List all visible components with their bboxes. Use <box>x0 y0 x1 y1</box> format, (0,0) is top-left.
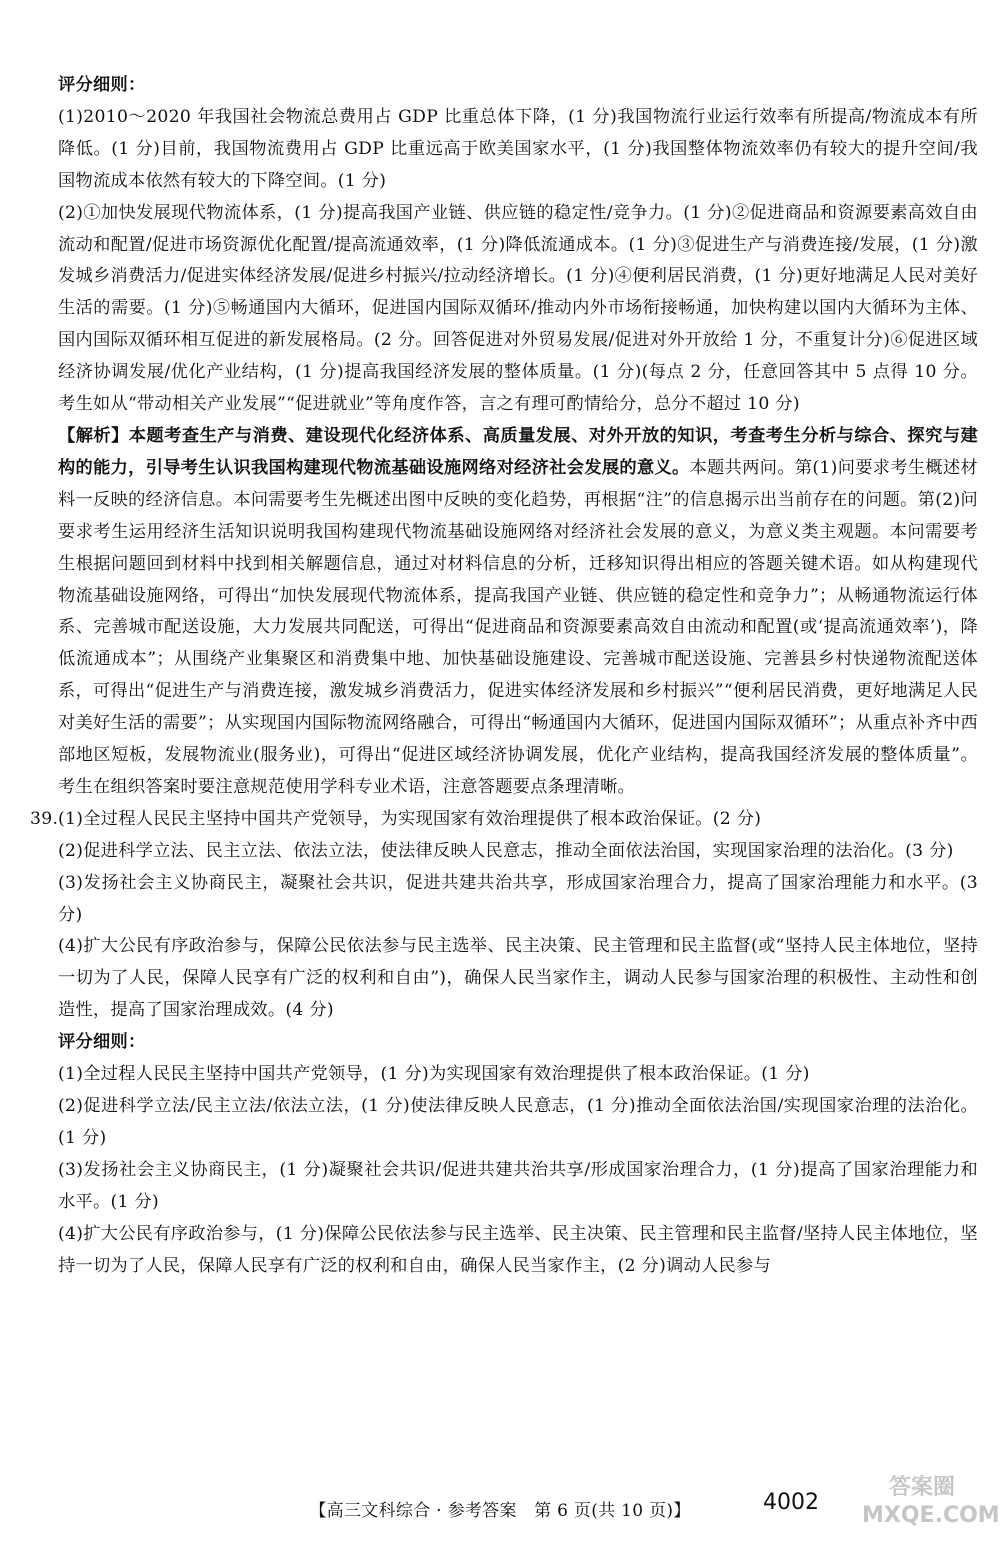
watermark-line1: 答案圈 <box>888 1475 955 1500</box>
page-footer: 【高三文科综合 · 参考答案 第 6 页(共 10 页)】 <box>309 1501 691 1521</box>
section2-item-2: (2)促进科学立法/民主立法/依法立法，(1 分)使法律反映人民意志，(1 分)推动全面依法治国/实现国家治理的法治化。(1 分) <box>58 1096 978 1148</box>
paper-code: 4002 <box>763 1490 819 1515</box>
section2-item-4: (4)扩大公民有序政治参与，(1 分)保障公民依法参与民主选举、民主决策、民主管理和民主监督/坚持人民主体地位，坚持一切为了人民，保障人民享有广泛的权利和自由，确保人民当家作主，(2 分)调动人民参与 <box>58 1223 978 1276</box>
analysis-paragraph <box>58 421 978 804</box>
q39-answer-4: (4)扩大公民有序政治参与，保障公民依法参与民主选举、民主决策、民主管理和民主监督(或“坚持人民主体地位，坚持一切为了人民，保障人民享有广泛的权利和自由”)，确保人民当家作主，调动人民参与国家治理的积极性、主动性和创造性，提高了国家治理成效。(4 分) <box>58 936 978 1021</box>
analysis-summary: 本题考查生产与消费、建设现代化经济体系、高质量发展、对外开放的知识，考查考生分析与综合、探究与建构的能力，引导考生认识我国构建现代物流基础设施网络对经济社会发展的意义。 <box>58 425 979 478</box>
answer-content <box>30 70 979 1282</box>
question-number: 39. <box>30 808 59 829</box>
section2-heading: 评分细则： <box>58 1032 146 1053</box>
analysis-text: 本题共两问。第(1)问要求考生概述材料一反映的经济信息。本问需要考生先概述出图中反映的变化趋势，再根据“注”的信息揭示出当前存在的问题。第(2)问要求考生运用经济生活知识说明我国构建现代物流基础设施网络对经济社会发展的意义，为意义类主观题。本问需要考生根据问题回到材料中找到相关解题信息，通过对材料信息的分析，迁移知识得出相应的答题关键术语。如从构建现代物流基础设施网络，可得出“加快发展现代物流体系，提高我国产业链、供应链的稳定性和竞争力”；从畅通物流运行体系、完善城市配送设施，大力发展共同配送，可得出“促进商品和资源要素高效自由流动和配置(或‘提高流通效率’)，降低流通成本”；从围绕产业集聚区和消费集中地、加快基础设施建设、完善城市配送设施、完善县乡村快递物流配送体系，可得出“促进生产与消费连接，激发城乡消费活力，促进实体经济发展和乡村振兴”“便利居民消费，更好地满足人民对美好生活的需要”；从实现国内国际物流网络融合，可得出“畅通国内大循环，促进国内国际双循环”；从重点补齐中西部地区短板，发展物流业(服务业)，可得出“促进区域经济协调发展，优化产业结构，提高我国经济发展的整体质量”。考生在组织答案时要注意规范使用学科专业术语，注意答题要点条理清晰。 <box>58 457 978 797</box>
q39-answer-3: (3)发扬社会主义协商民主，凝聚社会共识，促进共建共治共享，形成国家治理合力，提高了国家治理能力和水平。(3 分) <box>58 872 978 925</box>
q39-answer-2: (2)促进科学立法、民主立法、依法立法，使法律反映人民意志，推动全面依法治国，实现国家治理的法治化。(3 分) <box>58 840 954 861</box>
analysis-label: 【解析】 <box>58 425 129 446</box>
section2-item-1: (1)全过程人民民主坚持中国共产党领导，(1 分)为实现国家有效治理提供了根本政治保证。(1 分) <box>58 1064 810 1085</box>
question-39 <box>30 804 978 836</box>
q39-answer-1: (1)全过程人民民主坚持中国共产党领导，为实现国家有效治理提供了根本政治保证。(2 分) <box>58 808 762 829</box>
section1-item-1: (1)2010～2020 年我国社会物流总费用占 GDP 比重总体下降，(1 分)我国物流行业运行效率有所提高/物流成本有所降低。(1 分)目前，我国物流费用占 GDP 比重远高于欧美国家水平，(1 分)我国整体物流效率仍有较大的提升空间/我国物流成本依然有较大的下降空间。(1 分) <box>58 106 978 191</box>
watermark-logo <box>862 1474 1000 1534</box>
section1-item-2: (2)①加快发展现代物流体系，(1 分)提高我国产业链、供应链的稳定性/竞争力。(1 分)②促进商品和资源要素高效自由流动和配置/促进市场资源优化配置/提高流通效率，(1 分)降低流通成本。(1 分)③促进生产与消费连接/发展，(1 分)激发城乡消费活力/促进实体经济发展/促进乡村振兴/拉动经济增长。(1 分)④便利居民消费，(1 分)更好地满足人民对美好生活的需要。(1 分)⑤畅通国内大循环，促进国内国际双循环/推动内外市场衔接畅通，加快构建以国内大循环为主体、国内国际双循环相互促进的新发展格局。(2 分。回答促进对外贸易发展/促进对外开放给 1 分，不重复计分)⑥促进区域经济协调发展/优化产业结构，(1 分)提高我国经济发展的整体质量。(1 分)(每点 2 分，任意回答其中 5 点得 10 分。考生如从“带动相关产业发展”“促进就业”等角度作答，言之有理可酌情给分，总分不超过 10 分) <box>58 202 978 415</box>
section1-heading: 评分细则： <box>58 75 146 95</box>
section2-item-3: (3)发扬社会主义协商民主，(1 分)凝聚社会共识/促进共建共治共享/形成国家治理合力，(1 分)提高了国家治理能力和水平。(1 分) <box>58 1159 978 1212</box>
watermark-line2: MXQE.COM <box>862 1503 1000 1528</box>
